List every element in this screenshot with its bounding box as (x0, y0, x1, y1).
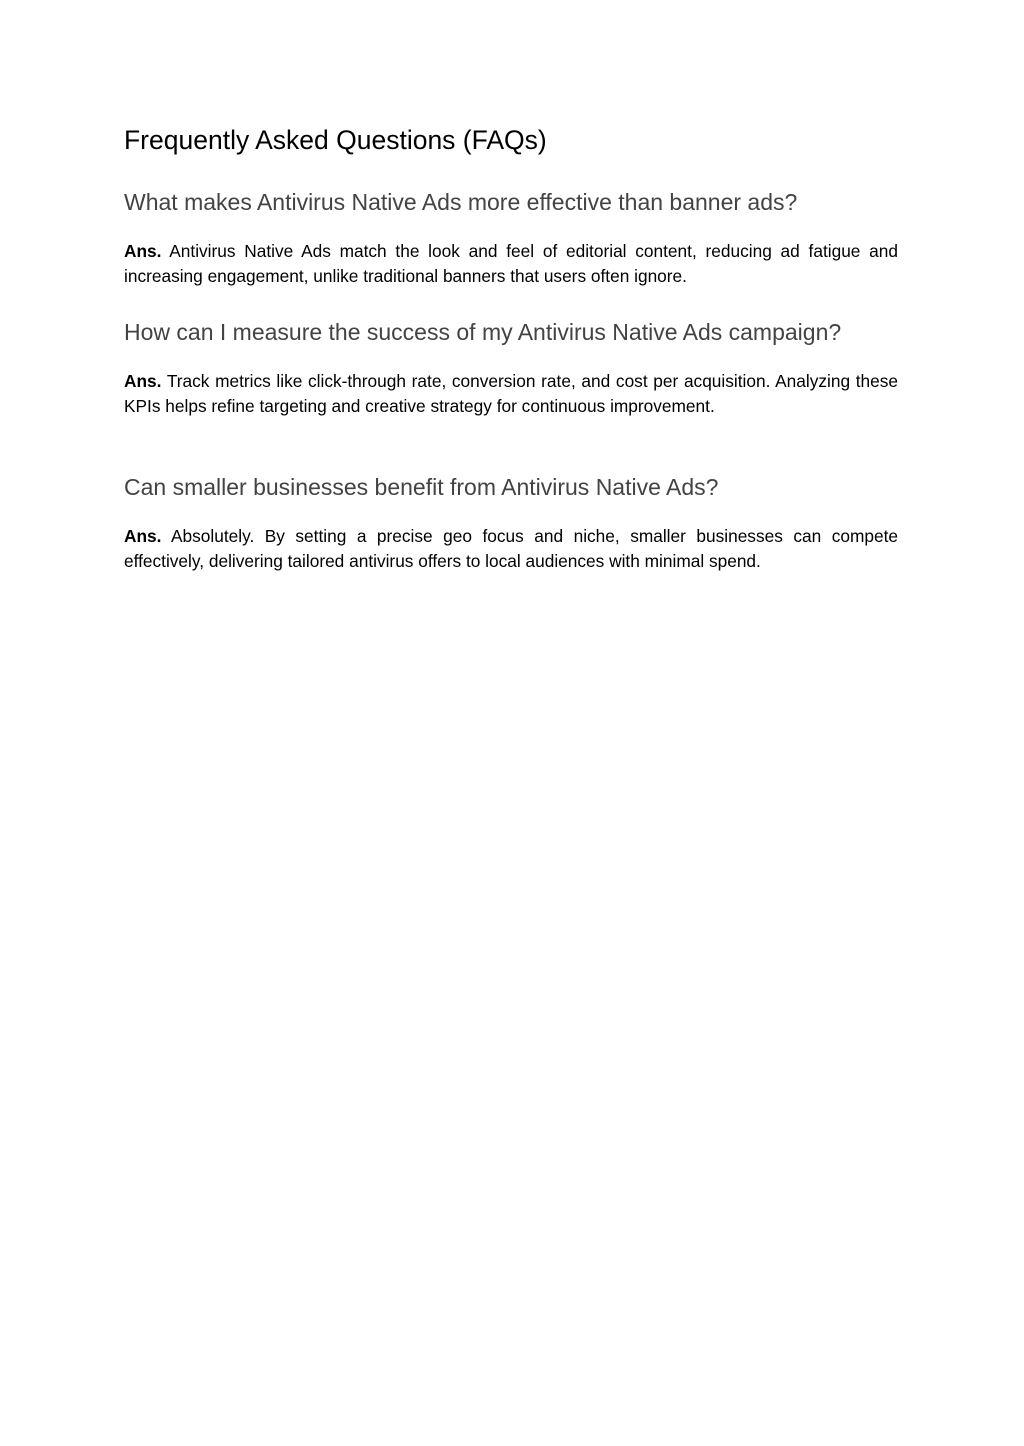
answer-label: Ans. (124, 526, 162, 546)
faq-question: How can I measure the success of my Antivirus Native Ads campaign? (124, 319, 842, 345)
faq-question: Can smaller businesses benefit from Antivirus Native Ads? (124, 474, 719, 500)
answer-label: Ans. (124, 371, 162, 391)
faq-answer (124, 524, 898, 574)
faq-answer (124, 369, 898, 419)
faq-answer (124, 239, 898, 289)
page-title: Frequently Asked Questions (FAQs) (124, 125, 547, 155)
answer-label: Ans. (124, 241, 162, 261)
faq-answer-text: Track metrics like click-through rate, conversion rate, and cost per acquisition. Analyzing these KPIs helps refine targeting and creative strategy for continuous improvement. (124, 371, 898, 416)
faq-answer-text: Antivirus Native Ads match the look and feel of editorial content, reducing ad fatigue and increasing engagement, unlike traditional banners that users often ignore. (124, 241, 898, 286)
faq-answer-text: Absolutely. By setting a precise geo focus and niche, smaller businesses can compete effectively, delivering tailored antivirus offers to local audiences with minimal spend. (124, 526, 898, 571)
faq-question: What makes Antivirus Native Ads more effective than banner ads? (124, 189, 798, 215)
